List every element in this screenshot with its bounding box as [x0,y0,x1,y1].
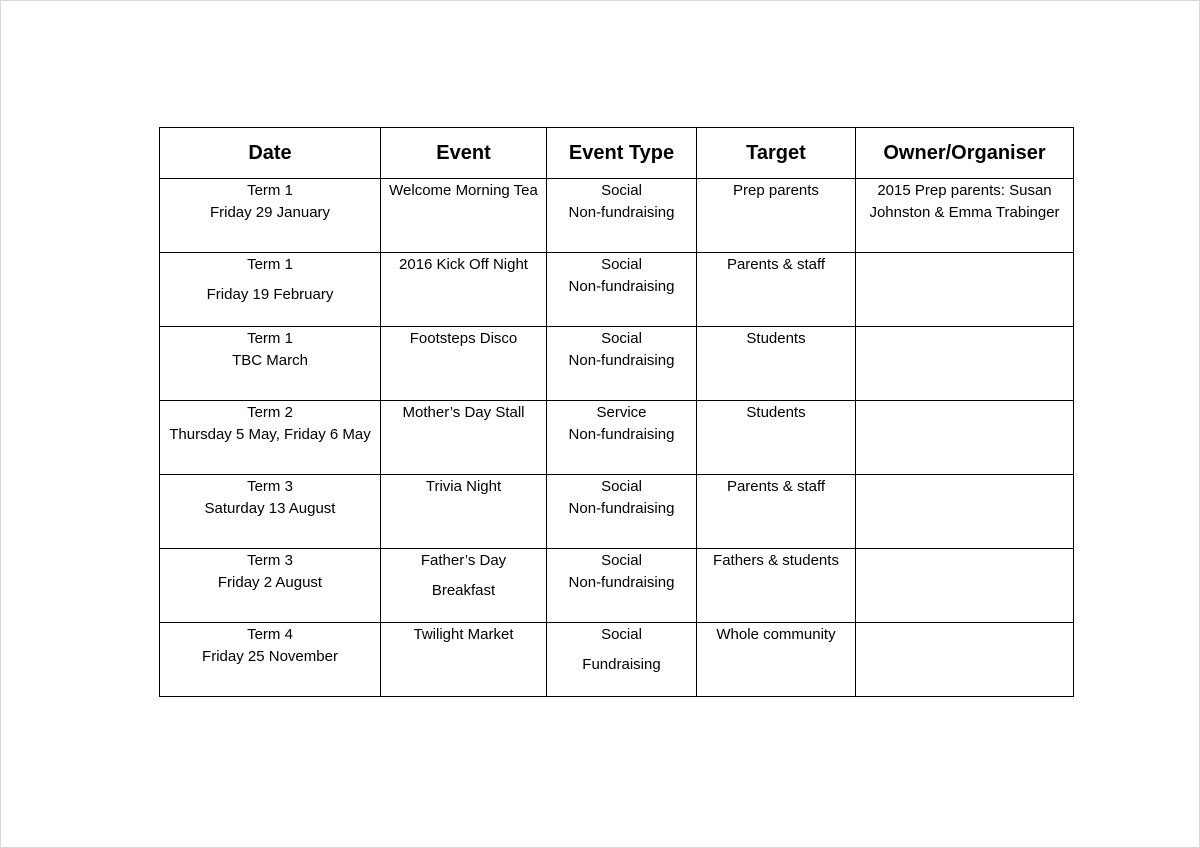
event-type-fundraising: Fundraising [582,656,661,673]
header-event: Event [381,128,547,179]
cell-date [160,401,381,475]
cell-owner [856,475,1074,549]
date-day: Friday 19 February [206,286,334,303]
cell-date [160,623,381,697]
cell-event-type [547,253,697,327]
cell-target [697,475,856,549]
cell-target [697,327,856,401]
table-row [160,253,1074,327]
events-table [159,127,1074,697]
cell-event [381,475,547,549]
target-audience: Parents & staff [726,478,826,495]
target-audience: Students [746,404,806,421]
cell-event [381,179,547,253]
owner-name: 2015 Prep parents: Susan Johnston & Emma Trabinger [869,182,1060,221]
header-owner-organiser: Owner/Organiser [856,128,1074,179]
target-audience: Prep parents [733,182,819,199]
cell-event-type [547,327,697,401]
cell-owner [856,623,1074,697]
cell-event-type [547,549,697,623]
header-event-type: Event Type [547,128,697,179]
date-day: Friday 29 January [209,204,331,221]
table-row [160,549,1074,623]
cell-owner [856,549,1074,623]
date-term: Term 3 [247,478,293,495]
date-term: Term 2 [247,404,293,421]
event-type-category: Social [601,478,642,495]
date-term: Term 1 [247,330,293,347]
date-day: Thursday 5 May, Friday 6 May [169,426,371,443]
cell-owner [856,179,1074,253]
event-name: 2016 Kick Off Night [399,256,528,273]
cell-event-type [547,475,697,549]
event-name: Trivia Night [425,478,502,495]
date-term: Term 1 [247,182,293,199]
cell-target [697,179,856,253]
cell-owner [856,401,1074,475]
header-row [160,128,1074,179]
cell-date [160,179,381,253]
date-day: Saturday 13 August [204,500,336,517]
date-day: Friday 25 November [202,648,338,665]
cell-event-type [547,401,697,475]
cell-event [381,327,547,401]
cell-date [160,475,381,549]
event-type-fundraising: Non-fundraising [568,352,675,369]
event-type-category: Service [596,404,647,421]
cell-target [697,549,856,623]
table-row [160,179,1074,253]
date-term: Term 3 [247,552,293,569]
cell-event-type [547,179,697,253]
event-name: Welcome Morning Tea [389,182,538,199]
event-type-category: Social [601,330,642,347]
cell-event [381,401,547,475]
target-audience: Whole community [716,626,836,643]
target-audience: Fathers & students [713,552,839,569]
cell-owner [856,253,1074,327]
cell-target [697,253,856,327]
event-type-fundraising: Non-fundraising [568,278,675,295]
event-type-fundraising: Non-fundraising [568,426,675,443]
table-row [160,623,1074,697]
event-type-category: Social [601,256,642,273]
date-day: Friday 2 August [217,574,323,591]
table-row [160,401,1074,475]
target-audience: Students [746,330,806,347]
event-type-category: Social [601,552,642,569]
cell-owner [856,327,1074,401]
table-row [160,327,1074,401]
cell-event [381,623,547,697]
cell-event-type [547,623,697,697]
cell-target [697,623,856,697]
event-type-fundraising: Non-fundraising [568,204,675,221]
cell-date [160,253,381,327]
cell-date [160,549,381,623]
cell-event [381,549,547,623]
table-row [160,475,1074,549]
event-name: Father’s Day [420,552,507,569]
date-term: Term 1 [247,256,293,273]
event-name: Mother’s Day Stall [402,404,525,421]
event-type-category: Social [601,626,642,643]
date-term: Term 4 [247,626,293,643]
date-day: TBC March [232,352,308,369]
event-name: Twilight Market [413,626,514,643]
cell-event [381,253,547,327]
event-type-fundraising: Non-fundraising [568,574,675,591]
event-type-category: Social [601,182,642,199]
event-name-continued: Breakfast [431,582,496,599]
header-target: Target [697,128,856,179]
cell-target [697,401,856,475]
header-date: Date [160,128,381,179]
event-name: Footsteps Disco [409,330,518,347]
target-audience: Parents & staff [726,256,826,273]
cell-date [160,327,381,401]
event-type-fundraising: Non-fundraising [568,500,675,517]
